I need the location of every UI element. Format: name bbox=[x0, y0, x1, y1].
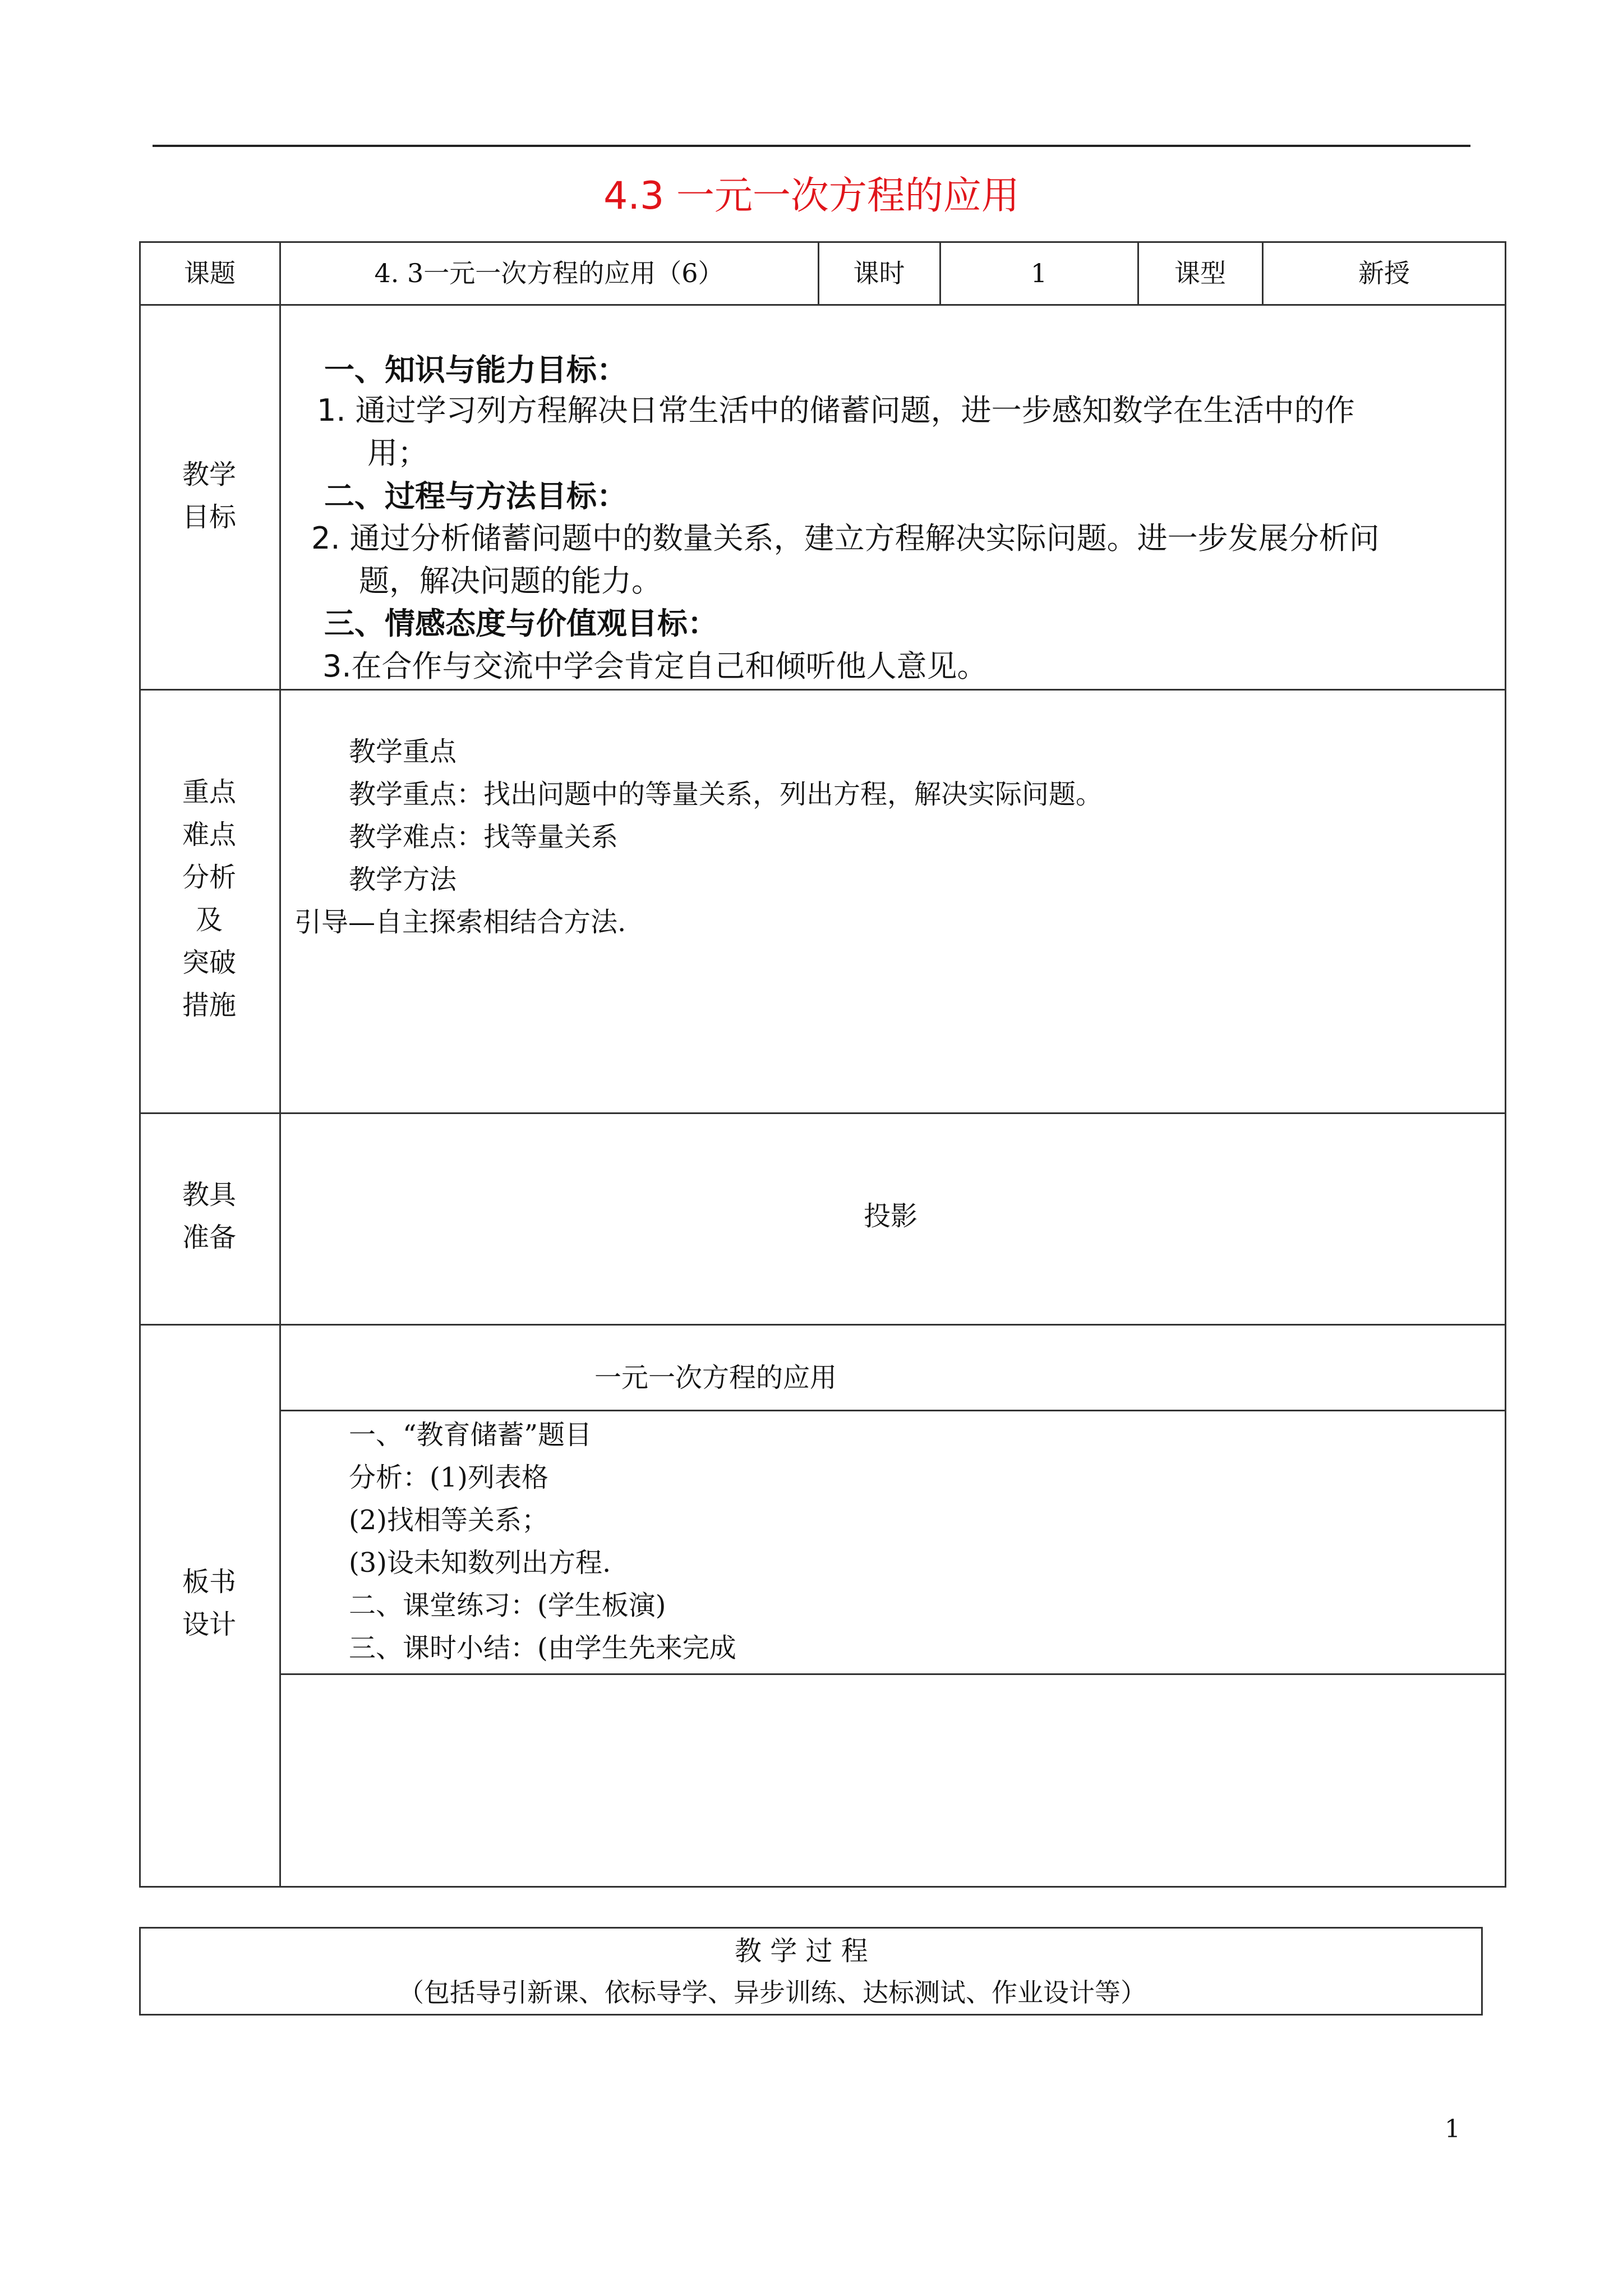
goal-text-process-cont: 题，解决问题的能力。 bbox=[359, 563, 662, 599]
type-value: 新授 bbox=[1358, 258, 1410, 288]
tools-label: 教具 准备 bbox=[182, 1179, 236, 1253]
page-number: 1 bbox=[1445, 2115, 1460, 2143]
board-line: 三、课时小结：(由学生先来完成 bbox=[349, 1632, 736, 1664]
goal-text-knowledge-cont: 用； bbox=[367, 435, 428, 471]
page-title: 4.3 一元一次方程的应用 bbox=[603, 174, 1020, 218]
row-divider bbox=[139, 689, 1506, 691]
row-divider bbox=[139, 1112, 1506, 1114]
period-value: 1 bbox=[1030, 258, 1048, 288]
goal-heading-values: 三、情感态度与价值观目标： bbox=[324, 606, 718, 641]
key-points-line: 教学方法 bbox=[349, 864, 457, 895]
label-column-divider bbox=[279, 241, 281, 1888]
goal-text-values: 3.在合作与交流中学会肯定自己和倾听他人意见。 bbox=[322, 648, 988, 684]
key-points-line: 引导—自主探索相结合方法. bbox=[294, 907, 626, 938]
board-line: (3)设未知数列出方程. bbox=[349, 1547, 611, 1579]
board-label: 板书 设计 bbox=[182, 1566, 236, 1640]
topic-value: 4. 3一元一次方程的应用（6） bbox=[374, 258, 724, 288]
goal-text-knowledge: 1. 通过学习列方程解决日常生活中的储蓄问题，进一步感知数学在生活中的作 bbox=[317, 393, 1355, 428]
topic-label: 课题 bbox=[184, 258, 236, 288]
process-subtitle: （包括导引新课、依标导学、异步训练、达标测试、作业设计等） bbox=[398, 1977, 1146, 2008]
goal-text-process: 2. 通过分析储蓄问题中的数量关系，建立方程解决实际问题。进一步发展分析问 bbox=[311, 521, 1380, 556]
key-points-line: 教学重点 bbox=[349, 736, 457, 767]
board-line: 分析：(1)列表格 bbox=[349, 1462, 548, 1493]
board-line: (2)找相等关系； bbox=[349, 1504, 548, 1536]
board-line: 一、“教育储蓄”题目 bbox=[349, 1419, 592, 1451]
row-divider bbox=[139, 1324, 1506, 1326]
row-divider bbox=[139, 304, 1506, 306]
goal-heading-process: 二、过程与方法目标： bbox=[324, 478, 627, 514]
process-title: 教 学 过 程 bbox=[735, 1935, 868, 1967]
board-divider bbox=[279, 1410, 1506, 1411]
board-line: 二、课堂练习：(学生板演) bbox=[349, 1590, 666, 1621]
tools-value: 投影 bbox=[864, 1200, 918, 1232]
period-label: 课时 bbox=[853, 258, 905, 288]
goal-heading-knowledge: 一、知识与能力目标： bbox=[324, 352, 627, 388]
top-rule bbox=[153, 145, 1470, 147]
goals-label: 教学 目标 bbox=[182, 459, 236, 533]
key-points-label: 重点 难点 分析 及 突破 措施 bbox=[182, 776, 236, 1021]
key-points-line: 教学难点：找等量关系 bbox=[349, 821, 619, 853]
key-points-line: 教学重点：找出问题中的等量关系，列出方程，解决实际问题。 bbox=[349, 779, 1103, 810]
board-divider bbox=[279, 1673, 1506, 1675]
board-heading: 一元一次方程的应用 bbox=[594, 1362, 837, 1393]
type-label: 课型 bbox=[1174, 258, 1226, 288]
